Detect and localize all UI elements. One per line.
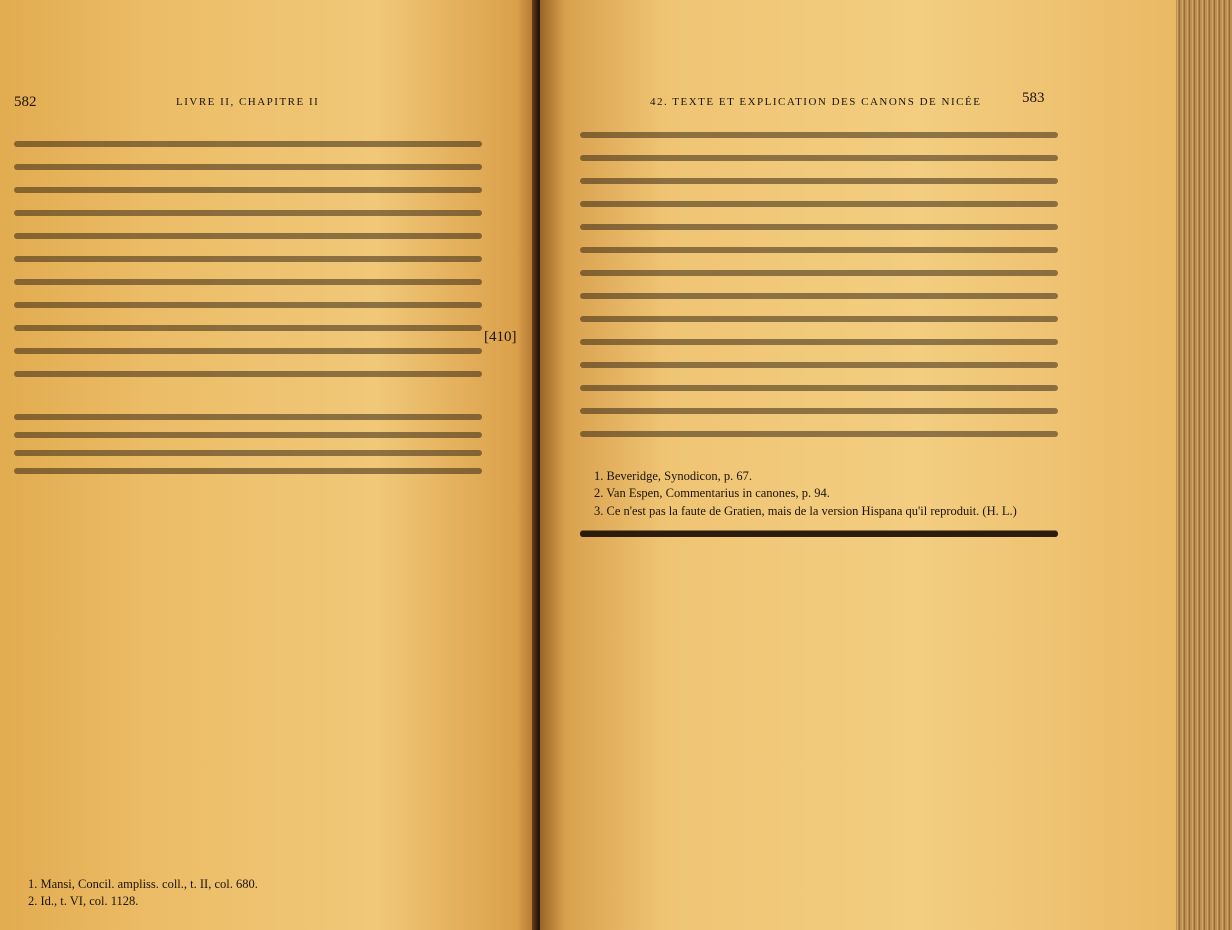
footnote: 1. Beveridge, Synodicon, p. 67. (594, 469, 752, 483)
page-number: 582 (14, 94, 37, 110)
footnote: 2. Van Espen, Commentarius in canones, p. 94. (594, 486, 830, 501)
page-number: 583 (1022, 90, 1045, 106)
footnote: 2. Id., t. VI, col. 1128. (28, 894, 139, 909)
left-page (0, 0, 538, 930)
running-head: LIVRE II, CHAPITRE II (176, 96, 320, 108)
page-edges (1176, 0, 1232, 930)
footnote: 1. Mansi, Concil. ampliss. coll., t. II, col. 680. (28, 877, 258, 891)
footnotes (580, 468, 1060, 520)
right-page (540, 0, 1176, 930)
running-head: 42. TEXTE ET EXPLICATION DES CANONS DE NICÉE (650, 96, 982, 108)
margin-reference: [410] (484, 329, 517, 345)
footnote: 3. Ce n'est pas la faute de Gratien, mais de la version Hispana qu'il reproduit. (H. L.) (594, 503, 1017, 518)
